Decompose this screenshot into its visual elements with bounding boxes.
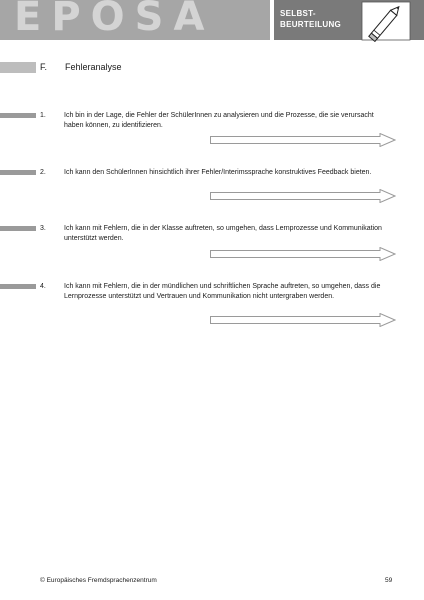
item-text: Ich bin in der Lage, die Fehler der SchülerInnen zu analysieren und die Prozesse, die sie verursacht haben können, zu identifizieren.	[64, 112, 374, 129]
item-number: 4.	[40, 283, 46, 290]
section-marker-bar	[0, 62, 36, 73]
rating-arrow[interactable]	[210, 247, 396, 261]
item-marker-bar	[0, 226, 36, 231]
rating-arrow[interactable]	[210, 313, 396, 327]
pencil-icon	[358, 0, 414, 42]
item-number: 2.	[40, 169, 46, 176]
page-number: 59	[385, 577, 393, 584]
rating-arrow[interactable]	[210, 189, 396, 203]
rating-arrow[interactable]	[210, 133, 396, 147]
item-text: Ich kann mit Fehlern, die in der Klasse auftreten, so umgehen, dass Lernprozesse und Kommunikation unterstützt werden.	[64, 225, 382, 242]
page-header	[0, 0, 424, 40]
header-band	[0, 0, 270, 40]
section-header	[274, 0, 424, 40]
section-letter: F.	[40, 62, 48, 72]
item-marker-bar	[0, 170, 36, 175]
item-text: Ich kann mit Fehlern, die in der mündlichen und schriftlichen Sprache auftreten, so umgehen, dass die Lernprozesse unterstützt und Vertrauen und Kommunikation nicht untergraben werden.	[64, 283, 381, 300]
eposa-logo: EPOSA	[14, 0, 215, 40]
section-title: Fehleranalyse	[65, 62, 122, 72]
section-label-line1: SELBST-	[280, 9, 316, 18]
item-marker-bar	[0, 113, 36, 118]
item-marker-bar	[0, 284, 36, 289]
footer-copyright: © Europäisches Fremdsprachenzentrum	[40, 577, 157, 584]
item-text: Ich kann den SchülerInnen hinsichtlich ihrer Fehler/Interimssprache konstruktives Feedback bieten.	[64, 169, 372, 176]
section-label	[280, 8, 341, 30]
section-label-line2: BEURTEILUNG	[280, 20, 342, 29]
item-number: 1.	[40, 112, 46, 119]
item-number: 3.	[40, 225, 46, 232]
